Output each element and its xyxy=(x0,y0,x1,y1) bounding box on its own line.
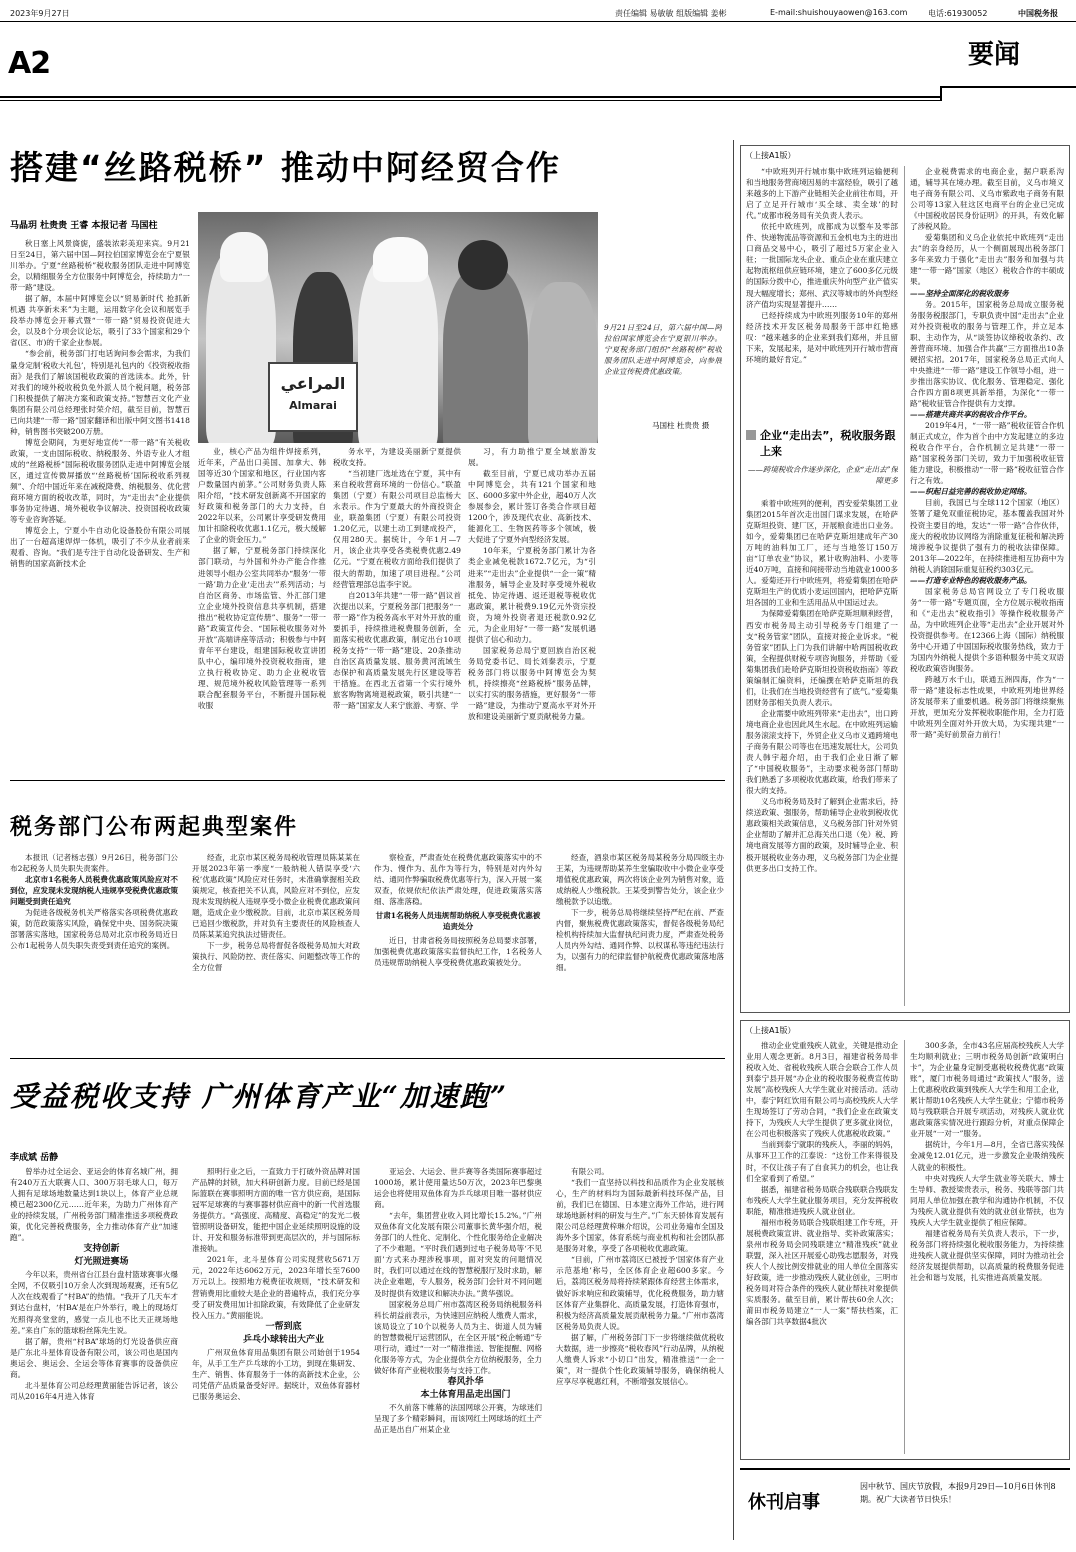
article1-title: 搭建“丝路税桥” 推动中阿经贸合作 xyxy=(10,148,561,187)
paragraph: 300多条，全市43名应届高校残疾人大学生均顺利就业；三明市税务局创新“政策明白卡”，为企业量身定制受惠税收税费优惠“政策账”，厦门市税务局通过“政策找人”服务，送上优惠税收政策到残疾人大学生和用工企业，累计帮助10名残疾人大学生就业；宁德市税务局与残联联合开展专项活动，对残疾人就业优惠政策落实情况进行跟踪分析，对重点保障企业开展“一对一”服务。 xyxy=(910,1041,1064,1139)
paragraph: 本报讯（记者杨志强）9月26日，税务部门公布2起税务人员失职失责案件。 xyxy=(10,853,178,874)
paragraph: 乘着中欧班列的便利，西安爱荣集团工业集团2015年首次走出国门谋求发展，在哈萨克斯坦投资、建厂区，开展粮食进出口业务。如今，爱菊集团已在哈萨克斯坦建成年产30万吨的油料加工厂，还与当地签订150万亩“订单农业”协议，累计收购油料、小麦等近40万吨，直接和间接带动当地就业1000多人。爱菊还开行中欧班列，将爱菊集团在哈萨克斯坦生产的优质小麦运回国内，把哈萨克斯坦各国的工业和生活用品从中国运过去。 xyxy=(746,499,898,608)
paragraph: 推动企业党重残疾人就业，关键是推动企业用人观念更新。8月3日，福建省税务局非税收入处、省税收残疾人联合会联合工作人员到泰宁县开展“办企业的税收服务税费宣传助发展”高校残疾人大学生就业对接活动。活动中，泰宁阿红饮用有限公司与高校残疾人大学生现场签订了劳动合同，“我们企业在政策支持下，为残疾人大学生提供了更多就业岗位，在公司也积极落实了残疾人优惠税收政策。” xyxy=(746,1041,898,1139)
page-number: A2 xyxy=(8,46,51,81)
paragraph: 据了解，贵州“村BA”球场的灯光设备供应商是广东北斗星体育设备有限公司，该公司也是国内奥运会、奥运会、全运会等体育赛事的设备供应商。 xyxy=(10,1336,178,1379)
subhead: 一帮到底 xyxy=(265,1321,302,1332)
article1-byline: 马晶玥 杜贵贵 王睿 本报记者 马国柱 xyxy=(10,221,158,231)
paragraph: 不久前落下帷幕的法国网球公开赛，为球迷们呈现了多个精彩瞬间，而该网红土网球场的红土产品正是出自广州某企业 xyxy=(374,1402,542,1434)
list-heading: ——织起日益完善的税收协定网络。 xyxy=(910,487,1032,497)
paragraph: 企业税费需求的电商企业，据户联系沟通，辅导其在境办理。截至目前，义乌市境义电子商务有限公司、义乌市紫政电子商务有限公司等13家入驻这区电商平台的企业已完成《中国税收居民身份证明》的开具，有效化解了涉税风险。 xyxy=(910,167,1064,232)
section-subhead: 企业“走出去”，税收服务跟上来 xyxy=(760,429,896,458)
article3-col4 xyxy=(556,1166,724,1546)
subhead-block-1 xyxy=(746,428,898,496)
paragraph: “参会前，税务部门打电话询问参会需求，为我们量身定制‘税收大礼包’，特别是礼包内的《投资税收指南》是我们了解该国税收政策的首选读本。此外，针对我们的境外税收税负免外派人员个税问题，税务部门积极提供了解决方案和政策支持。”智慧百文化产业集团有限公司总经理张时荣介绍，截至目前，智慧百已向共建“一带一路”国家翻译和出版中阿文图书1418种，销售图书突破200万册。 xyxy=(10,349,190,436)
paragraph: 10年来，宁夏税务部门累计为各类企业减免税款1672.7亿元，为“引进来”“走出去”企业提供“一企一策”精准服务，辅导企业及时享受境外税收抵免、协定待遇、返还退税等税收优惠政策，累计税费9.19亿元外资宗投资，为境外投资者退还税款0.92亿元，为企业用好“一带一路”发展机遇提供了信心和动力。 xyxy=(468,546,596,644)
paragraph: 目前，我国已与全球112个国家（地区）签署了避免双重征税协定，基本覆盖我国对外投资主要目的地，发达“一带一路”合作伙伴，庞大的税收协议网络为消除重复征税和解决跨境涉税争议提供了强有力的税收法律保障。2013年—2022年，在持续推进相互协商中为纳税人消除国际重复征税约303亿元。 xyxy=(910,498,1064,574)
subhead: 本土体育用品走出国门 xyxy=(420,1389,511,1400)
paragraph: 当前到泰宁就职的残疾人，李丽的妈妈，从事环卫工作的江泰说：“这份工作来得很及时，不仅让孩子有了自食其力的机会，也让我们全家看到了希望。” xyxy=(746,1140,898,1183)
photo-caption: 9月21日至24日，第六届中国—阿拉伯国家博览会在宁夏银川举办。宁夏税务部门组织“丝路税桥”税收服务团队走进中阿博览会，向参展企业宣传税费优惠政策。 xyxy=(604,323,722,376)
issue-date: 2023年9月27日 xyxy=(10,9,70,18)
list-heading: ——搭建共商共享的税收合作平台。 xyxy=(910,410,1032,420)
paragraph: 自2013年共建“一带一路”倡议首次提出以来，宁夏税务部门把服务“一带一路”作为税务高水平对外开放的重要抓手，持续推进税费服务创新，全面落实税收优惠政策，制定出台10项税务支持“一带一路”建设、20条推动自治区高质量发展、服务黄河流域生态保护和高质量发展先行区建设等若干措施。在西北五省第一个实行境外旅客购物离境退税政策，吸引共建“一带一路”国家友人来宁旅游、考察、学 xyxy=(333,590,461,711)
paragraph: 福建省税务局有关负责人表示，下一步，税务部门将持续强化税收服务能力，为持续推进残疾人就业提供坚实保障，同时为推动社会经济发展提供帮助，以高质量的税费服务促进社会和谐与发展，扎实推进高质量发展。 xyxy=(910,1228,1064,1282)
subhead: 灯光照进赛场 xyxy=(74,1257,129,1268)
right-upper-col1b xyxy=(746,498,898,1006)
paragraph: 2019年4月，“一带一路”税收征管合作机制正式成立，作为首个由中方发起建立的多边税收合作平台，合作机制立足共建“一带一路”国家税务部门关切，致力于加强税收征管能力建设，积极推动“一带一路”税收征管合作行之有效。 xyxy=(910,421,1064,486)
paragraph: “中欧班列开行城市集中欧班列运输便利和当地服务营商境因易的丰富经验，吸引了越来越多的上下游产业链相关企业前往布局，开启了立足开行城市‘买全球、卖全球’的时代。”成都市税务局有关负责人表示。 xyxy=(746,167,898,221)
photo-credit: 马国柱 杜贵贵 摄 xyxy=(652,421,710,430)
article3-col2 xyxy=(192,1166,360,1546)
article3-title: 受益税收支持 广州体育产业“加速跑” xyxy=(10,1080,508,1113)
article1-col4a xyxy=(468,446,596,771)
paragraph: 秋日塞上风景旖旎，盛装浓彩美迎来宾。9月21日至24日，第六届中国—阿拉伯国家博览会在宁夏银川举办。宁夏“丝路税桥”税收服务团队走进中阿博览会，以精细服务全方位服务中阿博览会，持续助力“一带一路”建设。 xyxy=(10,239,190,293)
paragraph: 据统计，今年1月—8月，全省已落实残保金减免12.01亿元，进一步激发企业吸纳残疾人就业的积极性。 xyxy=(910,1140,1064,1172)
paragraph: 务。2015年，国家税务总局成立服务税务服务税服部门，专职负责中国“走出去”企业对外投资税收的服务与管理工作，并立足本职、主动作为，从“谈签协议缔税收条约、改善营商环境、加强合作共赢”三方面推出10条硬招实招。2017年，国家税务总局正式向人中央推进“一带一路”建设工作领导小组，进一步推出落实协议、优化服务、管理稳定、强化合作四方面8项更具新举措，为深化“一带一路”税收征管合作提供有力支撑。 xyxy=(910,299,1064,408)
paragraph: 甘肃1名税务人员违规帮助纳税人享受税费优惠被追责处分 xyxy=(375,911,541,932)
paragraph: 据悉，福建省税务局联合残联联合残联发布残疾人大学生就业服务项目，充分发挥税收职能，精准推进残疾人就业创业。 xyxy=(746,1184,898,1216)
paragraph: 照明行业之后，一直致力于打破外资品牌对国产品牌的封锁，加大科研创新力度。目前已经是国际篮联在赛事照明方面的唯一官方供应商，是国际冠军足球赛的与赛事器材供应商中的新一代首选服务提供方。“高强度、高精度、高稳定”的发光二极管照明设备研发，能把中国企业延续照明设施的设计、开发和服务标准带到更高层次的，并与国际标准接轨。 xyxy=(192,1167,360,1254)
editors-line: 责任编辑 易敏敏 组版编辑 姜彬 xyxy=(615,9,727,18)
list-heading: ——打造专业特色的税收服务产品。 xyxy=(910,575,1032,585)
paragraph: 下一步，税务总局将督促各级税务局加大对政策执行、风险防控、责任落实、问题整改等工作的全方位督 xyxy=(192,941,360,973)
paragraph: 博览会期间，为更好地宣传“一带一路”有关税收政策，一支由国际税收、纳税服务、外语专业人才组成的“丝路税桥”国际税收服务团队走进中阿博览会展区，通过宣传微屏播放“‘丝路税桥’国际税收系列视频”、介绍中国近年来在减税降费、纳税服务、优化营商环境方面的税收改革，同时，为“走出去”企业提供事务协定待遇、境外税收争议解决、投资国税收政策等专业咨询答疑。 xyxy=(10,437,190,525)
paragraph: 为促进各级税务机关严格落实各项税费优惠政策，防范政策落实风险，确保党中央、国务院决策部署落实落地，国家税务总局对北京市税务局近日公布1起税务人员失职失责受到责任追究的案例。 xyxy=(10,908,178,951)
paragraph: 业，核心产品为组件焊接系列，近年来，产品出口美国、加拿大、韩国等近30个国家和地区，行业国内客户数量国内前茅。”公司财务负责人陈阳介绍，“技术研发创新离不开国家的好政策和税务部门的大力支持，自2022年以来，公司累计享受研发费用加计扣除税收优惠1.1亿元，极大缓解了企业的资金压力。” xyxy=(198,447,326,545)
paragraph: 曾举办过全运会、亚运会的体育名城广州，拥有240万五大联赛人口、300万羽毛球人口，每万人拥有足球场地数量达到1块以上，体育产业总规模已超2300亿元……近年来，为助力广州体育产业的持续发展，广州税务部门精准推送多项税费政策，优化完善税费服务，全力推动体育产业“加速跑”。 xyxy=(10,1167,178,1243)
article1-col1 xyxy=(10,238,190,600)
almarai-sign xyxy=(268,362,358,432)
paragraph: 务水平，为建设美丽新宁夏提供税收支持。 xyxy=(333,447,461,468)
paragraph: 有限公司。 xyxy=(571,1167,609,1176)
paragraph: 爱菊集团和义乌企业依托中欧班列“走出去”的亲身经历，从一个侧面展现出税务部门多年来致力于强化“走出去”服务和加强与共建“一带一路”国家（地区）税收合作的丰硕成果。 xyxy=(910,233,1064,287)
email-line: E-mail:shuishouyaowen@163.com xyxy=(770,8,908,17)
article1-col2 xyxy=(198,446,326,771)
square-bullet-icon xyxy=(746,430,756,440)
article1-col3 xyxy=(333,446,461,771)
paragraph: 察检查，严肃查处在税费优惠政策落实中的不作为、慢作为、乱作为等行为，特别是对内外勾结、通同作弊骗取税费优惠等行为，深入开展一案双查，依规依纪依法严肃处理，促进政策落实落细、落准落稳。 xyxy=(374,853,542,907)
subhead: 乒乓小球转出大产业 xyxy=(242,1334,324,1345)
expo-photo xyxy=(198,212,598,443)
paragraph: 北京市1名税务人员税费优惠政策风险应对不到位，应发现未发现纳税人违规享受税费优惠政策问题受到责任追究 xyxy=(10,875,178,907)
article2-col4 xyxy=(556,852,724,1052)
paragraph: 据了解，宁夏税务部门持续深化部门联动，与外国和外办产能合作推进领导小组办公室共同举办“服务‘一带一路’助力企业‘走出去’”系列活动；与自治区商务、市场监管、外汇部门建立企业境外投资信息共享机制，搭建推出“税收协定宣传册”、服务“一带一路”政策宣传会、“国际税收服务对外开放”高端讲座等活动；积极参与中阿青年平台建设，组建国际税收宣讲团队中心，编印境外投资税收指南，建立执行税收协定、助力企业税收管理、规范境外税收风险管理等一系列联合配套服务平台，不断提升国际税收服 xyxy=(198,546,326,711)
subhead: 春风扑华 xyxy=(447,1376,484,1387)
article2-col2 xyxy=(192,852,360,1052)
paragraph: 福州市税务局联合残联组建工作专班，开展税费政策宣讲、就业指导、奖补政策落实；泉州市税务局会同残联建立“精准残疾”就业联盟，深入社区开展爱心助残志愿服务，对残疾人个人按比例安排就业的用人单位全面落实好政策，进一步推动残疾人就业创业，三明市税务局对符合条件的残疾人就业帮扶对象提供实质服务。截至目前，累计帮扶60余人次；莆田市税务局建立“一人一案”帮扶档案，汇编各部门共享数据4批次 xyxy=(746,1217,898,1327)
paragraph: 下一步，税务总局将继续坚持严纪在前、严查内督，聚焦税费优惠政策落实，督促各级税务局纪检机构持续加大监督执纪问责力度，严肃查处税务人员内外勾结、通同作弊、以权谋私等违纪违法行为，以强有力的纪律监督护航税费优惠政策落地落细。 xyxy=(556,908,724,973)
paragraph: 国家税务总局广州市荔湾区税务局纳税服务科科长胡益前表示，为快速回应纳税人缴费人需求，该局设立了10个以税务人员为主、街道人员为辅的智慧微税厅运营团队，在全区开展“税企畅通”专项行动，通过“一对一”精准推送、智能提醒、网格化服务等方式，为企业提供全方位纳税服务，全力做好体育产业税收服务与支持工作。 xyxy=(374,1299,542,1375)
paragraph: 经查，酒泉市某区税务局某税务分局四级主办王某，为违规帮助某养生堂骗取收中小微企业享受增值税优惠政策，两次将该企业列为销售对象，造成纳税人少缴税款。王某受到警告处分，该企业少缴税款予以追缴。 xyxy=(556,853,724,907)
article2-col3 xyxy=(374,852,542,1052)
paragraph: 亚运会、大运会、世乒赛等各类国际赛事超过1000场，累计使用量达50万次，2023年巴黎奥运会也将使用双鱼体育为乒乓球项目唯一器材供应商。 xyxy=(374,1167,542,1210)
paragraph: “目前，广州市荔湾区已被授予‘国家体育产业示范基地’称号，全区体育企业超600多家。今后，荔湾区税务局将持续紧跟体育经营主体需求，做好诉求响应和政策辅导，优化税费服务，助力辖区体育产业集群化、高质量发展，打造体育强市，积极为经济高质量发展贡献税务力量。”广州市荔湾区税务局负责人说。 xyxy=(556,1255,724,1331)
paragraph: 北斗星体育公司总经理黄丽能告诉记者，该公司从2016年4月进入体育 xyxy=(10,1380,178,1401)
paragraph: 跨越万水千山，联通五洲四海，作为“一带一路”建设标志性成果，中欧班列地世界经济发展带来了重要机遇。税务部门将继续聚焦开放，更加充分发挥税收职能作用，全力打造中欧班列全面对外开放大局，为实现共建“一带一路”美好前景奋力前行！ xyxy=(910,675,1064,740)
notice-text: 因中秋节、国庆节放假，本报9月29日—10月6日休刊8期。祝广大读者节日快乐！ xyxy=(860,1482,1056,1504)
paragraph: 近日，甘肃省税务局按照税务总局要求部署，加强税费优惠政策落实监督执纪工作，1名税务人员违规帮助纳税人享受税费优惠政策被处分。 xyxy=(374,936,542,968)
paragraph: 为保障爱菊集团在哈萨克斯坦顺利经营，西安市税务局主动引导税务专门组建了一支“税务管家”团队，直接对接企业诉求。“税务管家”团队上门为我们讲解中哈两国税收政策，全程提供财税专项咨询服务，并帮助《爱菊集团我们赴哈萨克斯坦投资税收指南》等政策编制汇编资料，还编撰在哈萨克斯坦的我们，让我们在当地投资经营有了底气。”爱菊集团财务部相关负责人表示。 xyxy=(746,609,898,707)
list-heading: ——坚持全面深化的税收服务 xyxy=(910,288,1009,298)
subhead: 支持创新 xyxy=(83,1244,120,1255)
brand-name: Almarai xyxy=(289,399,337,412)
paragraph: 已经持续成为中欧班列服务10年的郑州经济技术开发区税务局服务干部申红艳感叹：“越来越多的企业来到我们郑州，并且留下来，发展起来，是对中欧班列开行城市营商环境的最好肯定。” xyxy=(746,310,898,364)
paragraph: 2021年，北斗星体育公司实现营收5671万元，2022年达6062万元，2023年增长至7600万元以上。按照地方税费征收规则，“技术研发和营销费用比重较大是企业的普遍特点，我们充分享受了研发费用加计扣除政策，有效降低了企业研发投入压力。”黄丽能说。 xyxy=(192,1255,360,1320)
paragraph: 企业需要中欧班列带来“走出去”，出口跨境电商企业也因此风生水起。在中欧班列运输服务滚滚支持下，外贸企业义乌市义通跨境电子商务有限公司等也在迅速发展壮大，公司负责人韩宇超介绍，由于我们企业日渐了解了“中国税收服务”，主动要求税务部门帮助我们熟悉了多项税收优惠政策，给我们带来了很大的支持。 xyxy=(746,708,898,796)
paragraph: 截至目前，宁夏已成功举办五届中阿博览会，共有121个国家和地区、6000多家中外企业，超40万人次参展参会，累计签订各类合作项目超1200个，涉及现代农业、高新技术、能源化工、生物医药等多个领域，极大促进了宁夏外向型经济发展。 xyxy=(468,469,596,545)
right-lower-col1 xyxy=(746,1040,898,1454)
paragraph: 国家税务总局宁夏回族自治区税务局党委书记、局长刘秦表示，宁夏税务部门将以服务中阿博览会为契机，持续擦亮“丝路税桥”服务品牌，以实打实的服务措施，更好服务“一带一路”建设，为推动宁夏高水平对外开放和建设美丽新宁夏贡献税务力量。 xyxy=(468,645,596,722)
section-title: 要闻 xyxy=(968,40,1021,70)
article3-col3 xyxy=(374,1166,542,1546)
right-upper-col1 xyxy=(746,166,898,424)
paragraph: 习，有力助推宁夏全域旅游发展。 xyxy=(468,447,596,468)
paragraph: 今年以来，贵州省台江县台盘村篮球赛事火爆全网，不仅吸引10万余人次到现场观赛，还有5亿人次在线观看了“村BA”的热情。“我开了几天车才到达台盘村，‘村BA’是在户外举行，晚上的现场灯光照得亮堂堂的，感觉一点儿也不比天正规场地差。”来自广东的篮球粉丝陈先生说。 xyxy=(10,1270,178,1335)
right-upper-col2 xyxy=(910,166,1064,1006)
paragraph: 义乌市税务局及时了解到企业需求后，持续送政策、强服务，帮助辅导企业收到税收优惠政策相关政策信息，义乌税务部门针对外贸企业帮助了解并汇总海关出口退（免）税、跨境电商发展等方面的政策，及时辅导企业、积极开展税收业务办理，义乌税务部门为企业提供更多出口支持工作。 xyxy=(746,797,898,873)
paragraph: “我们一直坚持以科技和品质作为企业发展核心，生产的材料均为国际最新科技环保产品，目前，我们已在德国、日本建立海外工作站，进行网球场地新材料的研发与生产。”广东天骄体育发展有限公司总经理黄梓琳介绍说，公司业务遍布全国及海外多个国家，体育系统与商业机构和社会团队都是服务对象，享受了各项税收优惠政策。 xyxy=(556,1178,724,1254)
brand-script: المراعي xyxy=(280,374,346,393)
continued-label-upper: （上接A1版） xyxy=(745,151,796,160)
notice-title: 休刊启事 xyxy=(748,1492,820,1513)
paragraph: 依托中欧班列，成都成为以整车及零部件、快递物流品等资源和五金机电为主的进出口商品交易中心，吸引了超过5万家企业入驻；一批国际龙头企业、重点企业在重庆建立起物流枢纽供应链环境，建立了600多亿元级的国际分拨中心，推进重庆外向型产业产值实现大幅度增长；郑州、武汉等城市的外向型经济产值均实现显著提升…… xyxy=(746,222,898,309)
paper-name: 中国税务报 xyxy=(1018,9,1058,18)
paragraph: 中央对残疾人大学生就业等关联大、博士生导师、教授梁贵表示，税务、残联等部门共同用人单位加强在教学和沟通协作机制，不仅为残疾人就业提供有效的就业创业帮扶，也为残疾人大学生就业提供了相应保障。 xyxy=(910,1173,1064,1227)
article3-byline: 李成斌 岳静 xyxy=(10,1153,59,1163)
paragraph: “当初建厂选址选在宁夏，其中有来自税收营商环境的一份信心。”联盈集团（宁夏）有限公司项目总监杨大永表示。作为宁夏最大的外商投资企业，联盈集团（宁夏）有限公司投资1.20亿元，以建土动工到建成投产，仅用280天。据统计，今年1月—7月，该企业共享受各类税费优惠2.49亿元。“宁夏在税收方面给我们提供了很大的帮助，加速了项目进程。”公司经营管理部总监李宇说。 xyxy=(333,469,461,589)
right-lower-col2 xyxy=(910,1040,1064,1454)
continued-label-lower: （上接A1版） xyxy=(745,1026,796,1035)
paragraph: “去年，集团营业收入同比增长15.2%。”广州双鱼体育文化发展有限公司董事长黄华强介绍，税务部门的人性化、定制化、个性化服务给企业解决了不少难题。“平时我们遇到过电子税务局等‘不见面’方式来办理涉税事项，面对突发的问题情况时，我们可以通过在线的智慧税服厅及时求助，解决企业难题，专人服务，税务部门会针对不同问题及时提供有效建议和解决办法。”黄华强说。 xyxy=(374,1211,542,1298)
paragraph: 经查，北京市某区税务局税收管理员陈某某在开展2023年第一季度“一般纳税人错误享受‘六税’优惠政策”风险应对任务时，未准确掌握相关政策规定，核查把关不认真，风险应对不到位，应发现未发现纳税人违规享受小微企业税费优惠政策问题，造成企业少缴税款。目前，北京市某区税务局已追回少缴税款，并对负有主要责任的风险核查人员陈某某追究执法过错责任。 xyxy=(192,853,360,940)
phone-line: 电话:61930052 xyxy=(928,9,988,18)
paragraph: 国家税务总局官网设立了专门税收服务“一带一路”专题页面，全方位展示税收指南和《“走出去”税收指引》等操作税收服务产品，为中欧班列企业等“走出去”企业开展对外投资提供参考。在12366上海（国际）纳税服务中心开通了中国国际税收服务热线，致力于为国内外纳税人提供个多语种服务中英文双语税收政策咨询服务。 xyxy=(910,586,1064,674)
section-subtitle: ——跨境税收合作逐步深化，企业“走出去”保障更多 xyxy=(747,465,898,485)
notice-box xyxy=(740,1468,1070,1538)
paragraph: 据了解，本届中阿博览会以“贸易新时代 抢抓新机遇 共享新未来”为主题，运用数字化会议和展览手段举办博览会开幕式暨“一带一路”贸易投资促进大会，以及8个分项会议论坛，吸引了33个国家和29个省(区、市)的千家企业参展。 xyxy=(10,294,190,348)
article2-col1 xyxy=(10,852,178,1052)
article2-title: 税务部门公布两起典型案件 xyxy=(10,815,299,840)
paragraph: 据了解，广州税务部门下一步将继续做优税收大数据，进一步擦亮“税收春风”行动品牌，从纳税人缴费人诉求“小切口”出发，精准推送“一企一策”，对一提供个性化政策辅导服务，确保纳税人应享尽享税惠红利，不断增强发展信心。 xyxy=(556,1332,724,1386)
paragraph: 博览会上，宁夏小牛自动化设备股份有限公司展出了一台超高速焊焊一体机，吸引了不少从业者前来观看、咨询。“我们是专注于自动化设备研发、生产和销售的国家高新技术企 xyxy=(10,526,190,569)
paragraph: 广州双鱼体育用品集团有限公司始创于1954年，从手工生产乒乓球的小工坊，到现在集研发、生产、销售、体育服务于一体的高新技术企业，公司凭借产品质量备受好评。据统计，双鱼体育器材已服务奥运会、 xyxy=(192,1347,360,1401)
article3-col1 xyxy=(10,1166,178,1546)
